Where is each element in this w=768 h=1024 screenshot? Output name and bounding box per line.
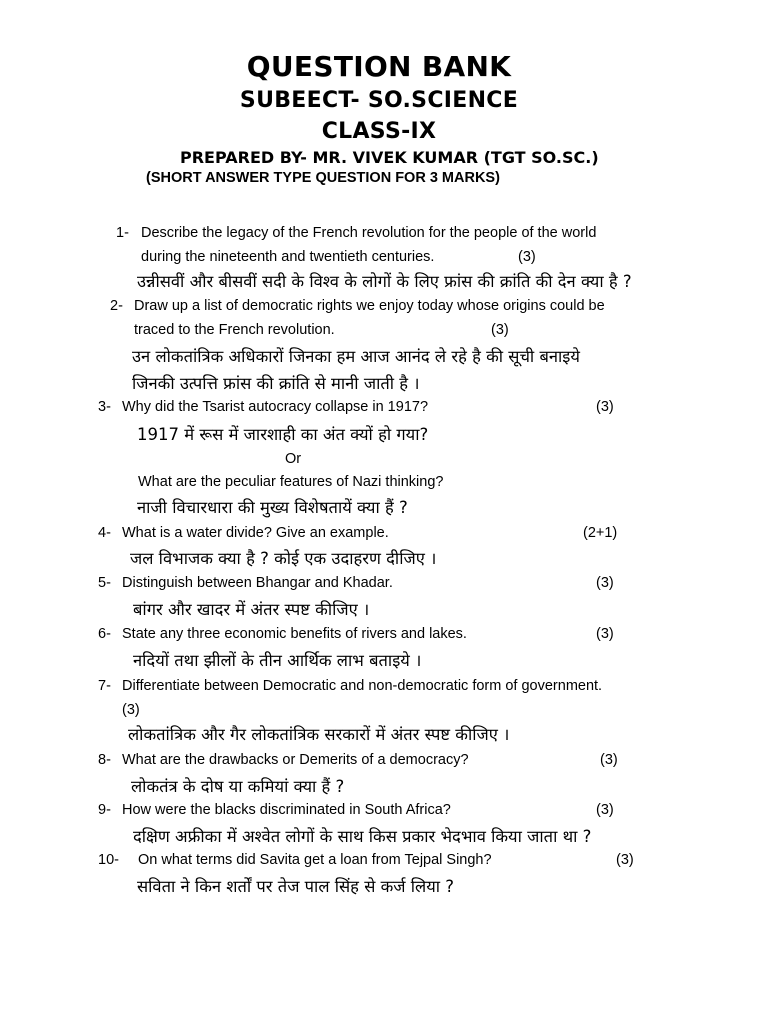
question-text-en: What are the drawbacks or Demerits of a democracy? [122,752,469,768]
question-text-en-cont: during the nineteenth and twentieth centuries. [141,249,435,265]
question-number: 7- [98,678,111,694]
question-text-hi: उन लोकतांत्रिक अधिकारों जिनका हम आज आनंद ले रहे है की सूची बनाइये [132,347,580,366]
question-number: 5- [98,575,111,591]
section-subtitle: (SHORT ANSWER TYPE QUESTION FOR 3 MARKS) [146,170,500,186]
question-number: 8- [98,752,111,768]
question-text-hi-alt: नाजी विचारधारा की मुख्य विशेषतायें क्या हैं ? [137,498,408,517]
question-text-hi: बांगर और खादर में अंतर स्पष्ट कीजिए । [133,600,370,619]
question-text-hi: 1917 में रूस में जारशाही का अंत क्यों हो गया? [137,425,429,444]
question-number: 2- [110,298,123,314]
marks-label: (3) [596,802,614,818]
question-text-en: Differentiate between Democratic and non-democratic form of government. [122,678,603,694]
question-text-en-cont: traced to the French revolution. [134,322,335,338]
marks-label: (3) [596,626,614,642]
question-number: 4- [98,525,111,541]
marks-label: (3) [616,852,634,868]
question-text-en: Draw up a list of democratic rights we enjoy today whose origins could be [134,298,605,314]
or-separator: Or [285,451,302,467]
question-text-hi: जल विभाजक क्या है ? कोई एक उदाहरण दीजिए । [130,549,437,568]
question-text-hi: लोकतांत्रिक और गैर लोकतांत्रिक सरकारों में अंतर स्पष्ट कीजिए । [128,725,510,744]
question-text-hi-cont: जिनकी उत्पत्ति फ्रांस की क्रांति से मानी जाती है । [132,374,420,393]
question-text-en: State any three economic benefits of rivers and lakes. [122,626,467,642]
question-text-hi: सविता ने किन शर्तों पर तेज पाल सिंह से कर्ज लिया ? [137,877,455,896]
question-text-en: On what terms did Savita get a loan from Tejpal Singh? [138,852,492,868]
question-number: 9- [98,802,111,818]
subject-heading: SUBEECT- SO.SCIENCE [239,88,519,113]
class-heading: CLASS-IX [321,119,437,144]
document-title: QUESTION BANK [246,50,512,83]
question-text-hi: लोकतंत्र के दोष या कमियां क्या हैं ? [131,777,345,796]
question-text-hi: दक्षिण अफ्रीका में अश्वेत लोगों के साथ किस प्रकार भेदभाव किया जाता था ? [133,827,592,846]
question-text-en: How were the blacks discriminated in South Africa? [122,802,451,818]
question-number: 3- [98,399,111,415]
marks-label: (3) [122,702,140,718]
question-number: 6- [98,626,111,642]
question-text-hi: उन्नीसवीं और बीसवीं सदी के विश्व के लोगों के लिए फ्रांस की क्रांति की देन क्या है ? [137,272,632,291]
marks-label: (3) [596,575,614,591]
question-text-en-alt: What are the peculiar features of Nazi thinking? [138,474,444,490]
marks-label: (3) [600,752,618,768]
question-text-en: Why did the Tsarist autocracy collapse in 1917? [122,399,429,415]
question-text-hi: नदियों तथा झीलों के तीन आर्थिक लाभ बताइये । [133,651,422,670]
marks-label: (3) [518,249,536,265]
question-number: 1- [116,225,129,241]
marks-label: (3) [596,399,614,415]
prepared-by: PREPARED BY- MR. VIVEK KUMAR (TGT SO.SC.) [180,148,599,167]
question-text-en: What is a water divide? Give an example. [122,525,389,541]
question-text-en: Describe the legacy of the French revolution for the people of the world [141,225,597,241]
question-number: 10- [98,852,119,868]
question-text-en: Distinguish between Bhangar and Khadar. [122,575,393,591]
marks-label: (2+1) [583,525,618,541]
marks-label: (3) [491,322,509,338]
